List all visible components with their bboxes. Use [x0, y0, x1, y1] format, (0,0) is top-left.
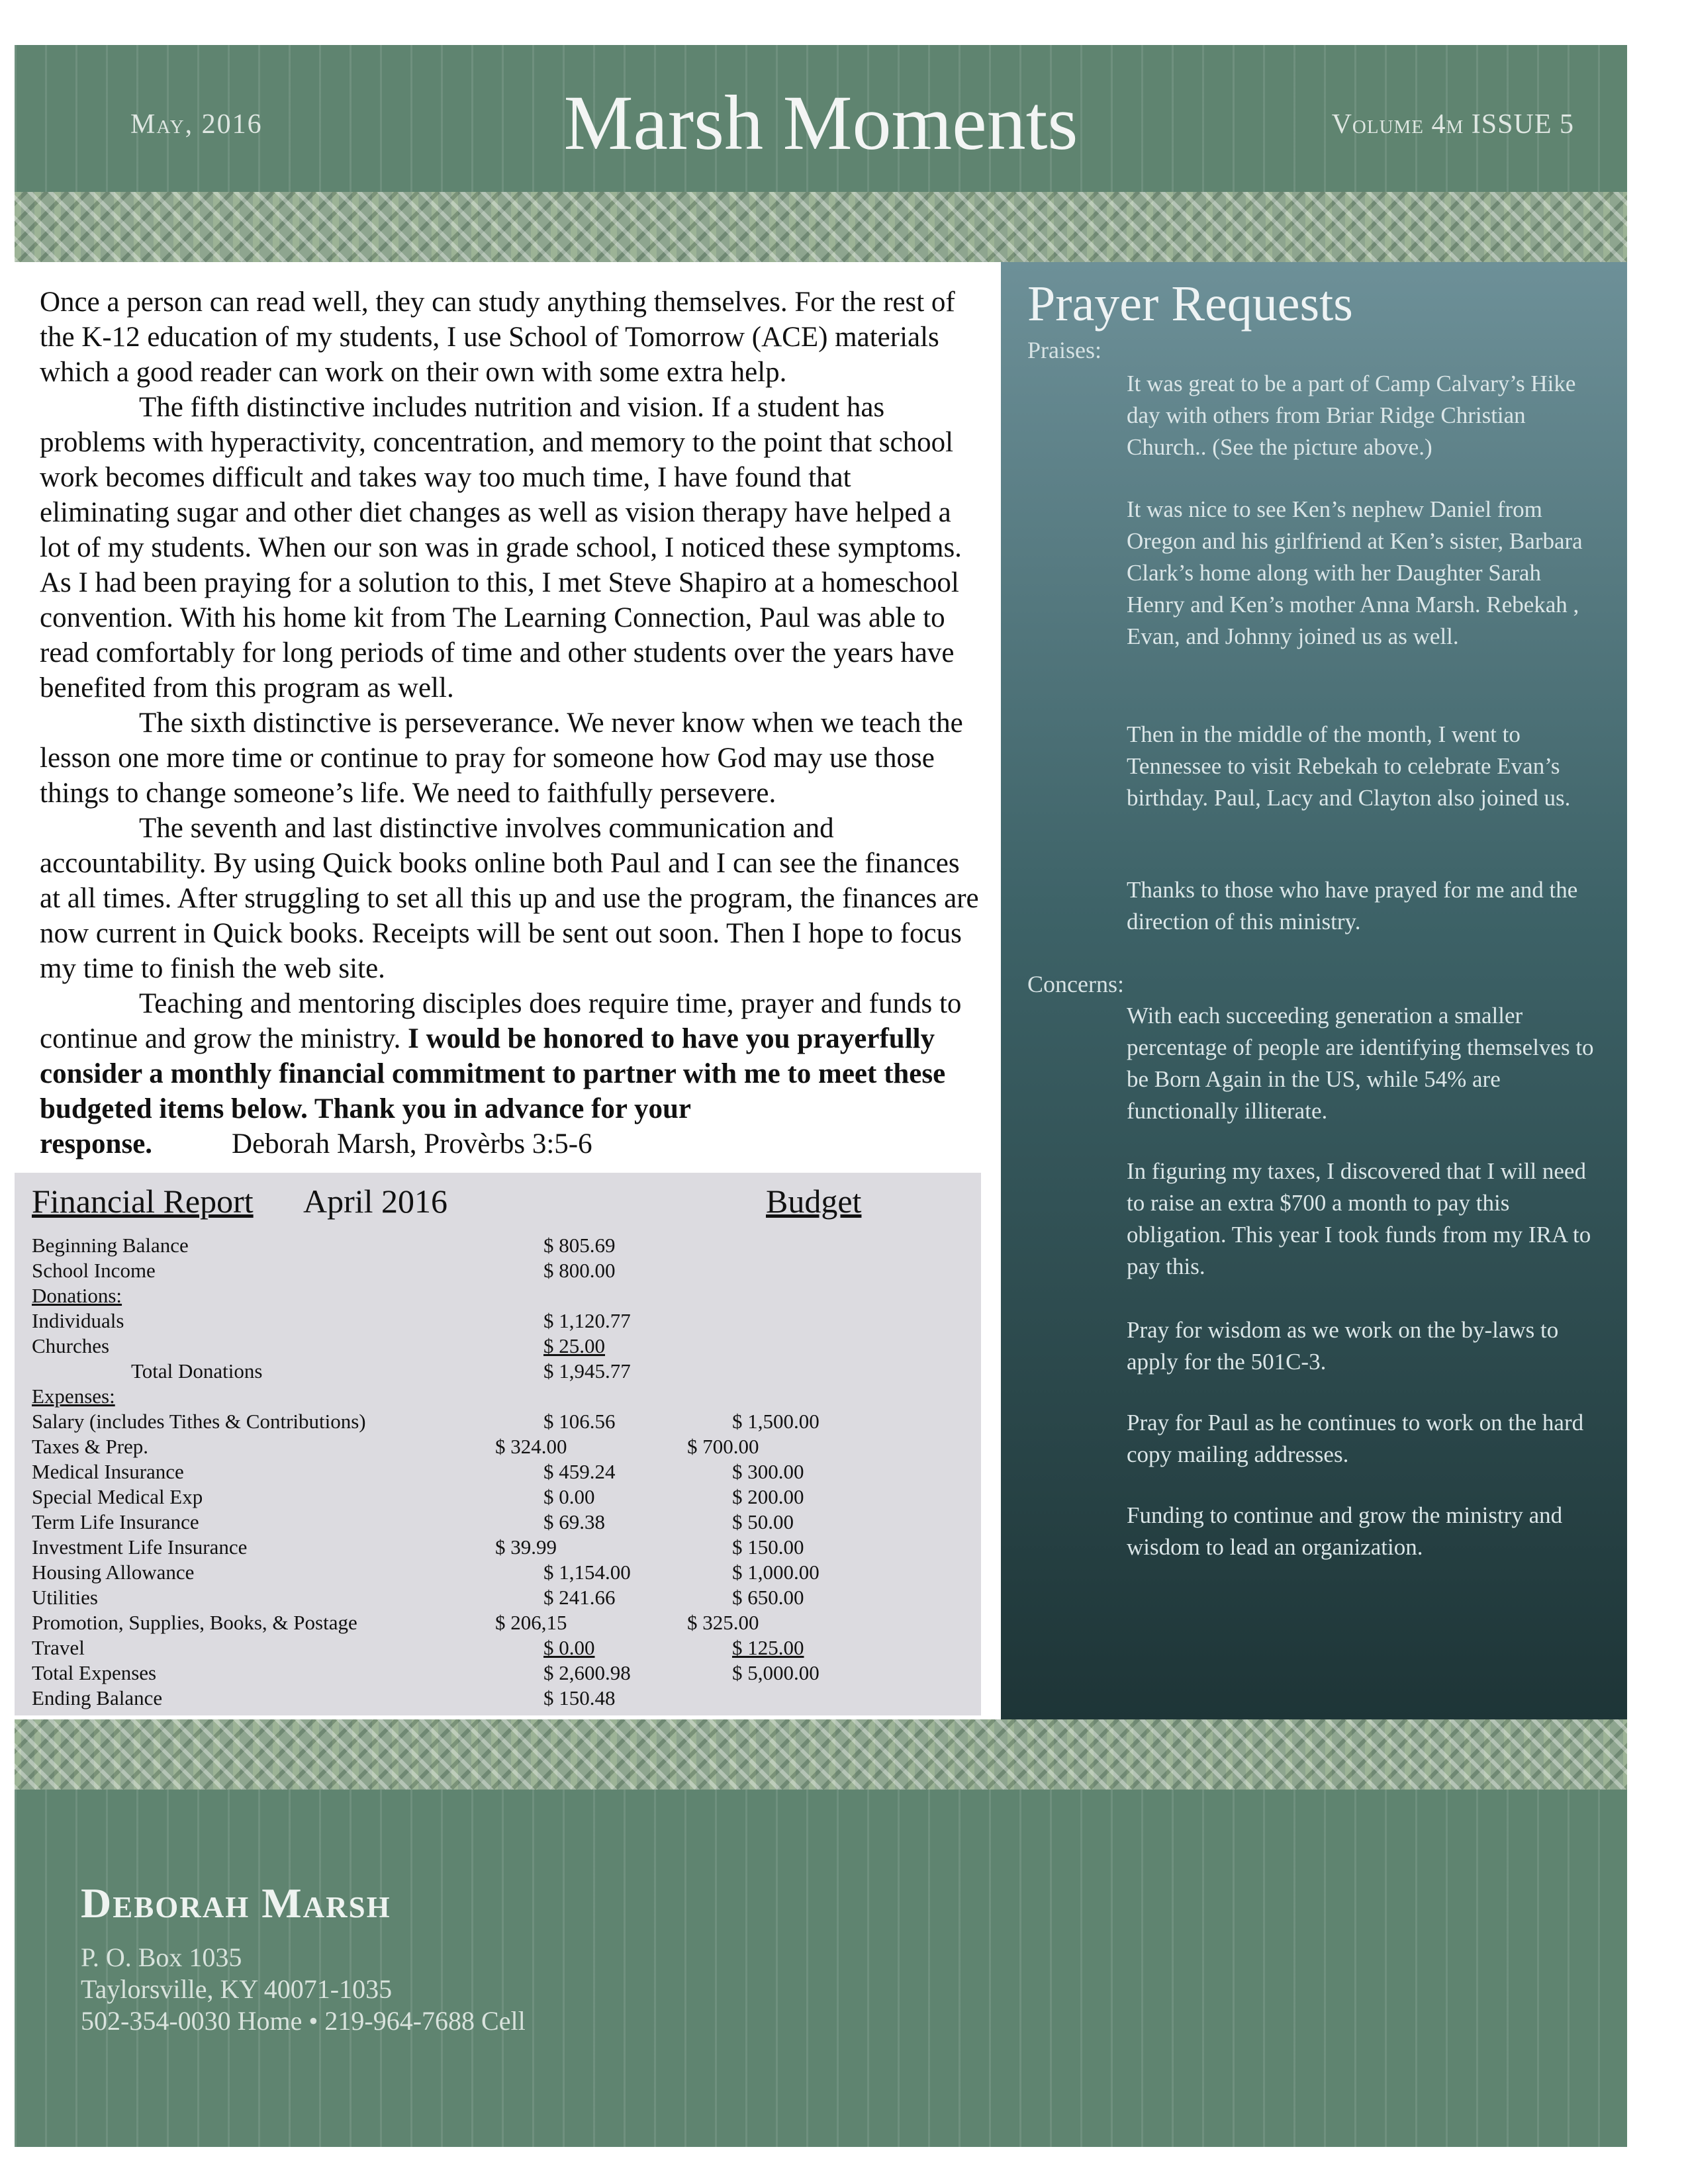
table-row [32, 1334, 972, 1359]
paragraph-5 [40, 986, 980, 1161]
row-budget: $ 50.00 [732, 1510, 794, 1533]
row-amount: $ 106.56 [543, 1410, 616, 1433]
row-amount: $ 39.99 [495, 1535, 557, 1559]
row-label: Special Medical Exp [32, 1485, 203, 1508]
financial-report [15, 1173, 981, 1715]
table-row [32, 1586, 972, 1611]
row-amount: $ 150.48 [543, 1686, 616, 1709]
row-label: Investment Life Insurance [32, 1535, 248, 1559]
praise-item: It was nice to see Ken’s nephew Daniel from Oregon and his girlfriend at Ken’s sister, Barbara Clark’s home along with her Daughter Sarah Henry and Ken’s mother Anna Marsh. Rebekah , Evan, and Johnny joined us as well. [1127, 496, 1583, 649]
table-row [32, 1661, 972, 1686]
decorative-band-top [15, 192, 1627, 262]
concern-item: In figuring my taxes, I discovered that I will need to raise an extra $700 a month to pay this obligation. This year I took funds from my IRA to pay this. [1127, 1158, 1591, 1279]
paragraph-1: Once a person can read well, they can study anything themselves. For the rest of the K-12 education of my students, I use School of Tomorrow (ACE) materials which a good reader can work on their own with some extra help. [40, 287, 955, 388]
financial-report-heading [32, 1182, 448, 1220]
row-amount: $ 2,600.98 [543, 1661, 631, 1684]
table-row [32, 1460, 972, 1485]
concern-item: With each succeeding generation a smaller percentage of people are identifying themselves to be Born Again in the US, while 54% are functionally illiterate. [1127, 1003, 1594, 1124]
newsletter-title: Marsh Moments [563, 79, 1078, 166]
row-amount: $ 800.00 [543, 1259, 616, 1282]
concern-item: Pray for wisdom as we work on the by-laws to apply for the 501C-3. [1127, 1317, 1559, 1375]
row-amount: $ 0.00 [543, 1636, 595, 1659]
row-label: Medical Insurance [32, 1460, 184, 1483]
row-amount: $ 206,15 [495, 1611, 567, 1634]
paragraph-2: The fifth distinctive includes nutrition and vision. If a student has problems with hyperactivity, concentration, and memory to the point that school work becomes difficult and takes way too much time, I have found that eliminating sugar and other diet changes as well as vision therapy have helped a lot of my students. When our son was in grade school, I noticed these symptoms. As I had been praying for a solution to this, I met Steve Shapiro at a homeschool convention. With his home kit from The Learning Connection, Paul was able to read comfortably for long periods of time and other students over the years have benefited from this program as well. [40, 392, 962, 704]
financial-report-title: Financial Report [32, 1183, 254, 1220]
row-label: Housing Allowance [32, 1561, 195, 1584]
row-label: Expenses: [32, 1385, 115, 1408]
row-amount: $ 1,945.77 [543, 1359, 631, 1383]
table-row [32, 1611, 972, 1636]
row-label: Total Expenses [32, 1661, 157, 1684]
row-label: Term Life Insurance [32, 1510, 199, 1533]
table-row [32, 1561, 972, 1586]
paragraph-3: The sixth distinctive is perseverance. We never know when we teach the lesson one more time or continue to pray for someone how God may use those things to change someone’s life. We need to faithfully persevere. [40, 707, 963, 809]
row-amount: $ 25.00 [543, 1334, 605, 1357]
phone-numbers: 502-354-0030 Home • 219-964-7688 Cell [81, 2006, 526, 2036]
concerns-label: Concerns: [1027, 971, 1124, 997]
row-amount: $ 69.38 [543, 1510, 605, 1533]
row-label: Ending Balance [32, 1686, 163, 1709]
row-budget: $ 150.00 [732, 1535, 804, 1559]
table-row [32, 1510, 972, 1535]
row-budget: $ 300.00 [732, 1460, 804, 1483]
row-budget: $ 125.00 [732, 1636, 804, 1659]
row-amount: $ 0.00 [543, 1485, 595, 1508]
table-row [32, 1259, 972, 1284]
row-label: Promotion, Supplies, Books, & Postage [32, 1611, 357, 1634]
row-label: Beginning Balance [32, 1234, 189, 1257]
address-line-2: Taylorsville, KY 40071-1035 [81, 1974, 393, 2004]
row-label: Salary (includes Tithes & Contributions) [32, 1410, 366, 1433]
paragraph-5-text: Teaching and mentoring disciples does require time, prayer and funds to continue and grow the ministry. [40, 988, 962, 1054]
table-row [32, 1535, 972, 1561]
author-name: Deborah Marsh [81, 1880, 391, 1927]
concern-item: Pray for Paul as he continues to work on the hard copy mailing addresses. [1127, 1410, 1584, 1467]
row-budget: $ 325.00 [687, 1611, 759, 1634]
table-row [32, 1309, 972, 1334]
praise-item: It was great to be a part of Camp Calvary’s Hike day with others from Briar Ridge Christian Church.. (See the picture above.) [1127, 371, 1576, 460]
article-body [40, 285, 980, 1161]
row-amount: $ 805.69 [543, 1234, 616, 1257]
row-amount: $ 459.24 [543, 1460, 616, 1483]
budget-column-header: Budget [766, 1183, 862, 1220]
table-row [32, 1359, 972, 1385]
table-row [32, 1485, 972, 1510]
signature: Deborah Marsh, Provèrbs 3:5-6 [232, 1128, 592, 1160]
row-amount: $ 1,120.77 [543, 1309, 631, 1332]
table-row [32, 1410, 972, 1435]
row-label: School Income [32, 1259, 156, 1282]
table-row [32, 1284, 972, 1309]
masthead [15, 45, 1627, 192]
row-label: Donations: [32, 1284, 122, 1307]
row-amount: $ 324.00 [495, 1435, 567, 1458]
row-budget: $ 700.00 [687, 1435, 759, 1458]
row-label: Total Donations [131, 1359, 263, 1383]
praise-item: Thanks to those who have prayed for me and the direction of this ministry. [1127, 877, 1578, 934]
row-label: Utilities [32, 1586, 98, 1609]
row-label: Individuals [32, 1309, 124, 1332]
row-budget: $ 650.00 [732, 1586, 804, 1609]
praise-item: Then in the middle of the month, I went to Tennessee to visit Rebekah to celebrate Evan’s birthday. Paul, Lacy and Clayton also joined us. [1127, 721, 1571, 811]
table-row [32, 1385, 972, 1410]
row-budget: $ 5,000.00 [732, 1661, 820, 1684]
financial-report-period: April 2016 [303, 1183, 448, 1220]
commitment-request: I would be honored to have you prayerfully consider a monthly financial commitment to partner with me to meet these budgeted items below. Thank you in advance for your response. [40, 1023, 946, 1160]
row-amount: $ 241.66 [543, 1586, 616, 1609]
table-row [32, 1636, 972, 1661]
concern-item: Funding to continue and grow the ministry and wisdom to lead an organization. [1127, 1502, 1563, 1560]
row-amount: $ 1,154.00 [543, 1561, 631, 1584]
row-label: Travel [32, 1636, 85, 1659]
table-row [32, 1435, 972, 1460]
row-budget: $ 1,500.00 [732, 1410, 820, 1433]
row-label: Churches [32, 1334, 110, 1357]
table-row [32, 1234, 972, 1259]
prayer-requests-title: Prayer Requests [1027, 276, 1353, 332]
volume-issue: Volume 4m ISSUE 5 [1331, 109, 1574, 140]
row-budget: $ 200.00 [732, 1485, 804, 1508]
address-line-1: P. O. Box 1035 [81, 1942, 242, 1972]
row-label: Taxes & Prep. [32, 1435, 149, 1458]
praises-label: Praises: [1027, 337, 1102, 363]
prayer-requests-sidebar [1001, 262, 1627, 1719]
row-budget: $ 1,000.00 [732, 1561, 820, 1584]
paragraph-4: The seventh and last distinctive involves communication and accountability. By using Quick books online both Paul and I can see the finances at all times. After struggling to set all this up and use the program, the finances are now current in Quick books. Receipts will be sent out soon. Then I hope to focus my time to finish the web site. [40, 813, 979, 984]
decorative-band-bottom [15, 1719, 1627, 1790]
issue-date: May, 2016 [130, 109, 263, 140]
table-row [32, 1686, 972, 1711]
contact-footer [15, 1790, 1627, 2147]
